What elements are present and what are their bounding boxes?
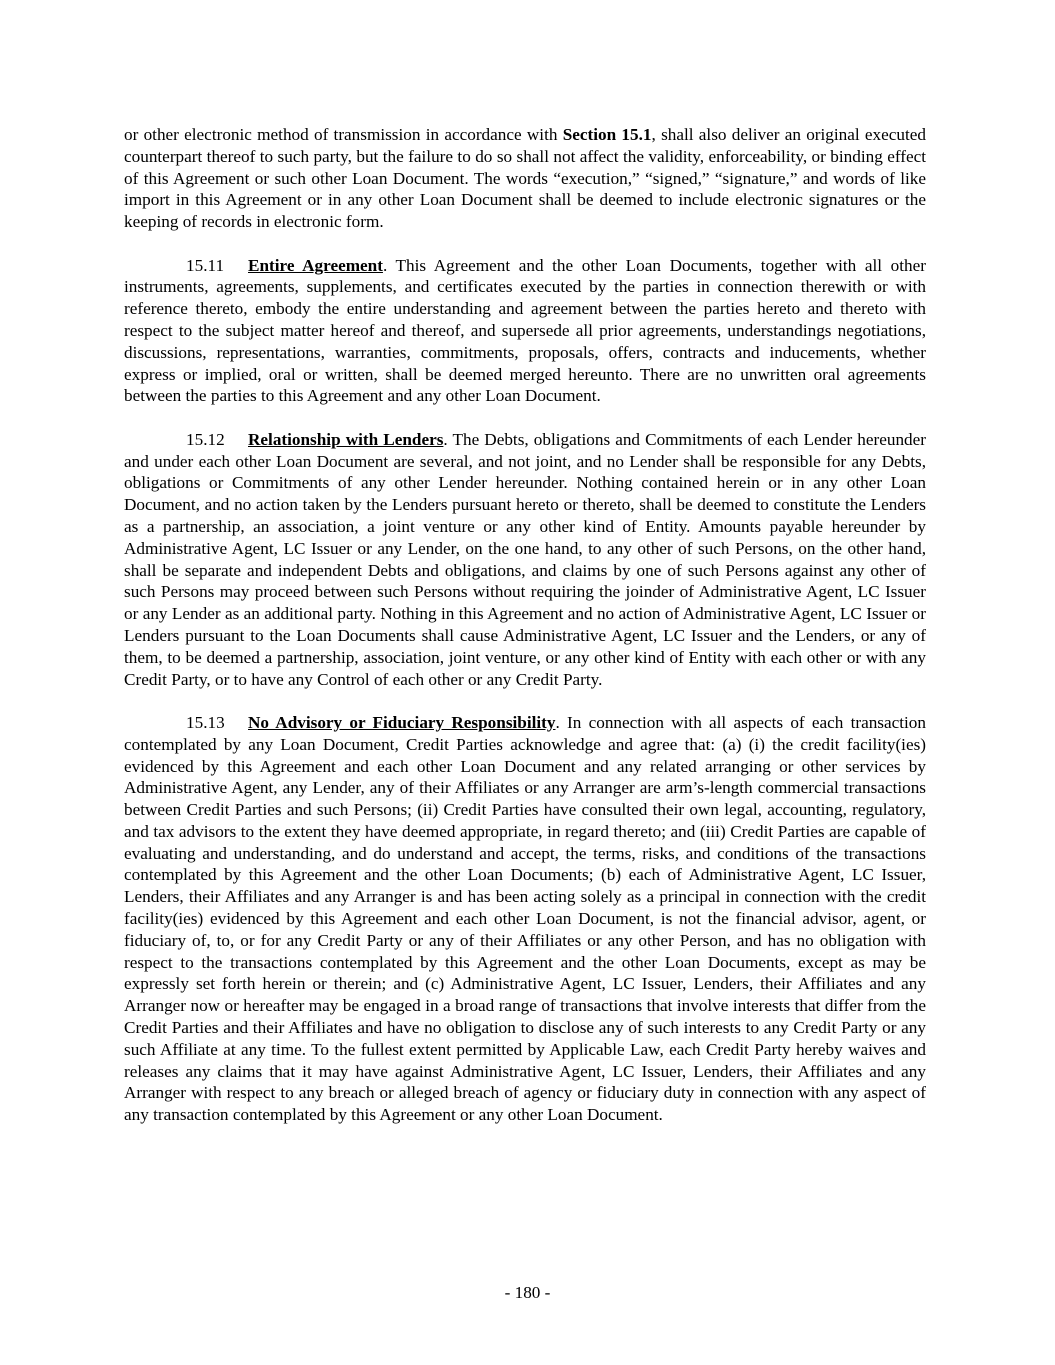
section-number: 15.11 <box>186 255 225 275</box>
continuation-text-before: or other electronic method of transmission in accordance with <box>124 125 563 144</box>
section-number: 15.12 <box>186 429 225 449</box>
continuation-paragraph <box>124 124 926 233</box>
section-body: . This Agreement and the other Loan Documents, together with all other instruments, agreements, supplements, and certificates executed by the parties in connection therewith or with reference thereto, embody the entire understanding and agreement between the parties hereto and thereto with respect to the subject matter hereof and thereof, and supersede all prior agreements, understandings negotiations, discussions, representations, warranties, commitments, proposals, offers, contracts and inducements, whether express or implied, oral or written, shall be deemed merged hereunto. There are no unwritten oral agreements between the parties to this Agreement and any other Loan Document. <box>124 255 926 406</box>
continuation-text-after: , shall also deliver an original executed counterpart thereof to such party, but the failure to do so shall not affect the validity, enforceability, or binding effect of this Agreement or such other Loan Document. The words “execution,” “signed,” “signature,” and words of like import in this Agreement or in any other Loan Document shall be deemed to include electronic signatures or the keeping of records in electronic form. <box>124 125 926 232</box>
section-15-11 <box>124 255 926 408</box>
section-heading: Relationship with Lenders <box>248 429 444 449</box>
document-body <box>124 124 926 1148</box>
section-15-13 <box>124 712 926 1126</box>
section-heading: No Advisory or Fiduciary Responsibility <box>248 712 556 732</box>
section-number: 15.13 <box>186 712 225 732</box>
page-number: - 180 - <box>504 1283 551 1302</box>
section-body: . The Debts, obligations and Commitments of each Lender hereunder and under each other Loan Document are several, and not joint, and no Lender shall be responsible for any Debts, obligations or Commitments of any other Lender hereunder. Nothing contained herein or in any other Loan Document, and no action taken by the Lenders pursuant hereto or thereto, shall be deemed to constitute the Lenders as a partnership, an association, a joint venture or any other kind of Entity. Amounts payable hereunder by Administrative Agent, LC Issuer or any Lender, on the one hand, to any other of such Persons, on the other hand, shall be separate and independent Debts and obligations, and claims by one of such Persons against any other of such Persons may proceed between such Persons without requiring the joinder of Administrative Agent, LC Issuer or any Lender as an additional party. Nothing in this Agreement and no action of Administrative Agent, LC Issuer or Lenders pursuant to the Loan Documents shall cause Administrative Agent, LC Issuer and the Lenders, or any of them, to be deemed a partnership, association, joint venture, or any other kind of Entity with each other or with any Credit Party, or to have any Control of each other or any Credit Party. <box>124 429 926 689</box>
section-body: . In connection with all aspects of each transaction contemplated by any Loan Document, Credit Parties acknowledge and agree that: (a) (i) the credit facility(ies) evidenced by this Agreement and each other Loan Document and any related arranging or other services by Administrative Agent, any Lender, any of their Affiliates or any Arranger are arm’s-length commercial transactions between Credit Parties and such Persons; (ii) Credit Parties have consulted their own legal, accounting, regulatory, and tax advisors to the extent they have deemed appropriate, in regard thereto; and (iii) Credit Parties are capable of evaluating and understanding, and do understand and accept, the terms, risks, and conditions of the transactions contemplated by this Agreement and the other Loan Documents; (b) each of Administrative Agent, LC Issuer, Lenders, their Affiliates and any Arranger is and has been acting solely as a principal in connection with the credit facility(ies) evidenced by this Agreement and each other Loan Document, is not the financial advisor, agent, or fiduciary of, to, or for any Credit Party or any of their Affiliates or any other Person, and has no obligation with respect to the transactions contemplated by this Agreement and the other Loan Documents, except as may be expressly set forth herein or therein; and (c) Administrative Agent, LC Issuer, Lenders, their Affiliates and any Arranger now or hereafter may be engaged in a broad range of transactions that involve interests that differ from the Credit Parties and their Affiliates and have no obligation to disclose any of such interests to any Credit Party or any such Affiliate at any time. To the fullest extent permitted by Applicable Law, each Credit Party hereby waives and releases any claims that it may have against Administrative Agent, LC Issuer, Lenders, their Affiliates and any Arranger with respect to any breach or alleged breach of agency or fiduciary duty in connection with any aspect of any transaction contemplated by this Agreement or any other Loan Document. <box>124 712 926 1125</box>
section-15-12 <box>124 429 926 691</box>
section-heading: Entire Agreement <box>248 255 383 275</box>
section-reference: Section 15.1 <box>562 125 652 144</box>
